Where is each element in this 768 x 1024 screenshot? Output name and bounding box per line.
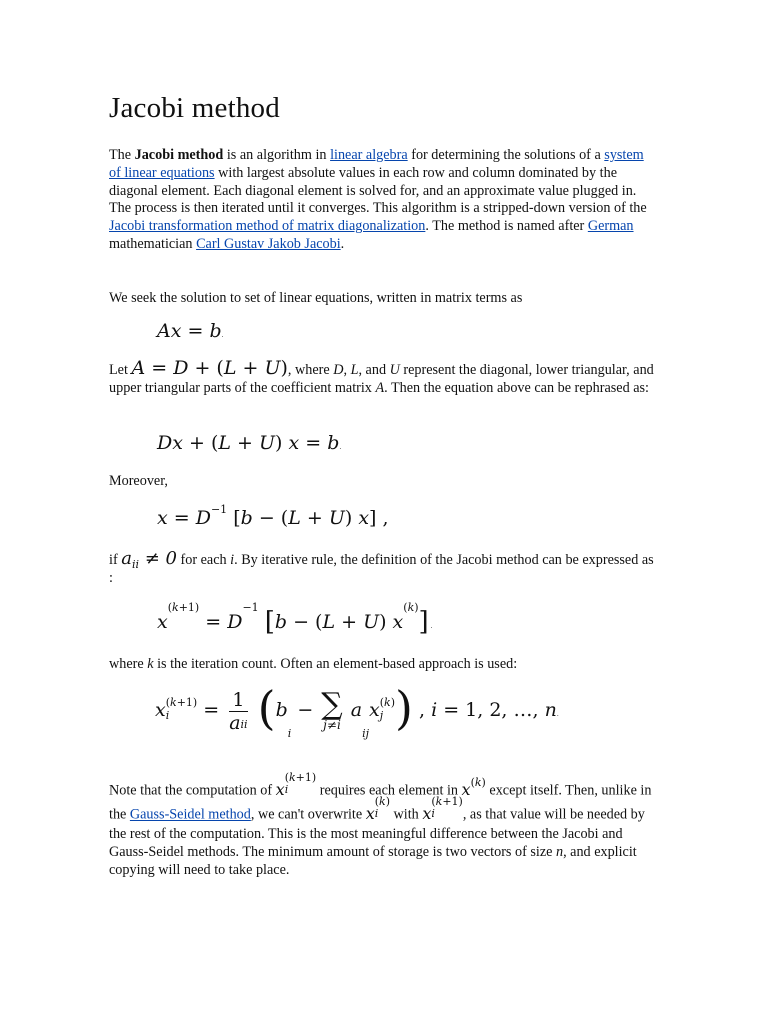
link-carl-gustav-jakob-jacobi[interactable]: Carl Gustav Jakob Jacobi <box>196 235 341 252</box>
page-title: Jacobi method <box>109 92 280 124</box>
equation-x-d-inverse: $x = D^{-1}$ [b − (L + U) x] , <box>157 503 389 529</box>
equation-a-decomposition: A = D + (L + U) <box>131 357 288 379</box>
summation-symbol: ∑ j≠i <box>321 687 343 732</box>
link-system-of-linear-equations[interactable]: system of linear equations <box>109 147 644 181</box>
where-paragraph: where k is the iteration count. Often an element-based approach is used: <box>109 656 518 672</box>
link-jacobi-transformation[interactable]: Jacobi transformation method of matrix diagonalization <box>109 218 426 235</box>
equation-element-based: x (k+1) i = $\frac{1}{a_{ii}}$ ($b_i$ − ∑ j≠i $a_{ij}x$ (k) j ) , i = 1, 2, …, n. <box>155 681 559 740</box>
math-xi-k-plus-1: x (k+1) i <box>275 771 317 799</box>
equation-iteration-matrix: $x^{(k+1)} = D^{-1}$ [b − (L + U) $x^{(k)}$] . <box>157 601 433 637</box>
note-paragraph: Note that the computation of x (k+1) i requires each element in $x^{(k)}$ except itself. Then, unlike in the Gauss-Seidel method, we can't overwrite x (k) i with x (k+1) i , as that value will be needed by the rest of the computation. This is the most meaningful difference between the Jacobi and Gauss-Seidel methods. The minimum amount of storage is two vectors of size n, and explicit copying will need to take place. <box>109 771 652 878</box>
math-xi-k-plus-1-second: x (k+1) i <box>422 795 463 823</box>
if-paragraph: if $a_{ii} \ne 0$ for each i. By iterative rule, the definition of the Jacobi method can be expressed as : <box>109 548 654 586</box>
term-jacobi-method: Jacobi method <box>134 147 224 163</box>
moreover-paragraph: Moreover, <box>109 473 168 489</box>
link-gauss-seidel[interactable]: Gauss-Seidel method <box>129 806 251 823</box>
equation-dx-lu-b: Dx + (L + U) x = b. <box>157 432 342 454</box>
math-x-k: $x^{(k)}$ <box>461 776 486 799</box>
link-linear-algebra[interactable]: linear algebra <box>330 147 408 163</box>
condition-aii-nonzero: $a_{ii} \ne 0$ <box>121 548 177 571</box>
intro-paragraph: The Jacobi method is an algorithm in linear algebra for determining the solutions of a system of linear equations with largest absolute values in each row and column dominated by the diagonal element. Each diagonal element is solved for, and an approximate value plugged in. The process is then iterated until it converges. This algorithm is a stripped-down version of the Jacobi transformation method of matrix diagonalization. The method is named after German mathematician Carl Gustav Jakob Jacobi. <box>109 147 647 252</box>
math-xi-k: x (k) i <box>365 795 390 823</box>
fraction-one-over-aii: $\frac{1}{a_{ii}}$ <box>229 688 248 734</box>
equation-ax-b: Ax = b. <box>157 320 224 342</box>
link-german[interactable]: German <box>587 218 634 235</box>
let-paragraph: Let A = D + (L + U), where D, L, and U represent the diagonal, lower triangular, and upper triangular parts of the coefficient matrix A. Then the equation above can be rephrased as: <box>109 357 654 396</box>
seek-paragraph: We seek the solution to set of linear equations, written in matrix terms as <box>109 290 523 306</box>
